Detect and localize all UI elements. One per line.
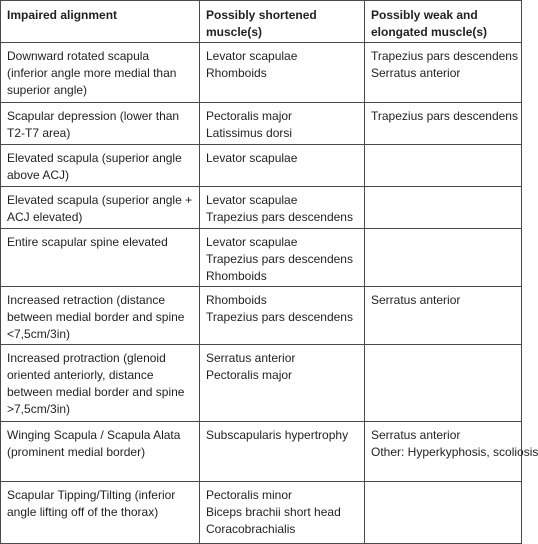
table-row [1,345,522,422]
impaired-alignment-cell [1,287,200,345]
impaired-alignment-cell [1,345,200,422]
table-row [1,187,522,229]
muscle-entry: Trapezius pars descendens [206,210,353,224]
muscle-entry: Serratus anterior [371,428,461,442]
weak-muscles-cell [365,187,522,229]
impaired-alignment-cell [1,187,200,229]
shortened-muscles-cell [200,287,365,345]
muscle-entry: Serratus anterior [206,351,296,365]
header-weak-muscles: Possibly weak and elongated muscle(s) [365,1,522,43]
impaired-alignment-cell [1,229,200,287]
alignment-text: Winging Scapula / Scapula Alata (prominent medial border) [7,428,181,459]
muscle-entry: Levator scapulae [206,235,298,249]
weak-muscles-cell [365,482,522,544]
muscle-entry: Rhomboids [206,66,267,80]
shortened-muscles-cell [200,187,365,229]
muscle-entry: Serratus anterior [371,293,461,307]
alignment-text: Entire scapular spine elevated [7,235,168,249]
table-body [1,43,538,544]
muscle-entry: Trapezius pars descendens [206,252,353,266]
muscle-entry: Latissimus dorsi [206,126,293,140]
impaired-alignment-cell [1,103,200,145]
muscle-entry: Other: Hyperkyphosis, scoliosis [371,445,538,459]
table-row [1,43,522,103]
header-shortened-muscles: Possibly shortened muscle(s) [200,1,365,43]
shortened-muscles-cell [200,422,365,482]
table-row [1,482,522,544]
muscle-entry: Pectoralis minor [206,488,293,502]
impaired-alignment-cell [1,482,200,544]
impaired-alignment-cell [1,145,200,187]
shortened-muscles-cell [200,145,365,187]
table-header-row [1,1,522,43]
impaired-alignment-cell [1,422,200,482]
muscle-entry: Serratus anterior [371,66,461,80]
muscle-entry: Pectoralis major [206,109,293,123]
weak-muscles-cell [365,229,522,287]
alignment-text: Scapular depression (lower than T2-T7 area) [7,109,180,140]
alignment-text: Elevated scapula (superior angle + ACJ elevated) [7,193,193,224]
shortened-muscles-cell [200,482,365,544]
shortened-muscles-cell [200,103,365,145]
table-row [1,422,522,482]
muscle-entry: Pectoralis major [206,368,293,382]
weak-muscles-cell [365,145,522,187]
alignment-text: Increased protraction (glenoid oriented anteriorly, distance between medial border and spine >7,5cm/3in) [7,351,185,416]
muscle-entry: Subscapularis hypertrophy [206,428,349,442]
shortened-muscles-cell [200,345,365,422]
impaired-alignment-cell [1,43,200,103]
weak-muscles-cell [365,103,522,145]
muscle-entry: Rhomboids [206,269,267,283]
weak-muscles-cell [365,345,522,422]
shortened-muscles-cell [200,229,365,287]
weak-muscles-cell [365,287,522,345]
muscle-entry: Levator scapulae [206,193,298,207]
muscle-entry: Levator scapulae [206,151,298,165]
table-row [1,287,522,345]
weak-muscles-cell [365,422,538,482]
table-row [1,145,522,187]
muscle-entry: Trapezius pars descendens [371,49,518,63]
alignment-text: Scapular Tipping/Tilting (inferior angle lifting off of the thorax) [7,488,176,519]
header-impaired-alignment: Impaired alignment [1,1,200,43]
muscle-entry: Rhomboids [206,293,267,307]
weak-muscles-cell [365,43,522,103]
muscle-entry: Biceps brachii short head [206,505,341,519]
muscle-entry: Trapezius pars descendens [206,310,353,324]
table-row [1,229,522,287]
shortened-muscles-cell [200,43,365,103]
muscle-entry: Coracobrachialis [206,522,296,536]
table-row [1,103,522,145]
muscle-entry: Trapezius pars descendens [371,109,518,123]
alignment-text: Elevated scapula (superior angle above ACJ) [7,151,182,182]
alignment-text: Downward rotated scapula (inferior angle more medial than superior angle) [7,49,177,97]
muscle-entry: Levator scapulae [206,49,298,63]
alignment-text: Increased retraction (distance between medial border and spine <7,5cm/3in) [7,293,185,341]
